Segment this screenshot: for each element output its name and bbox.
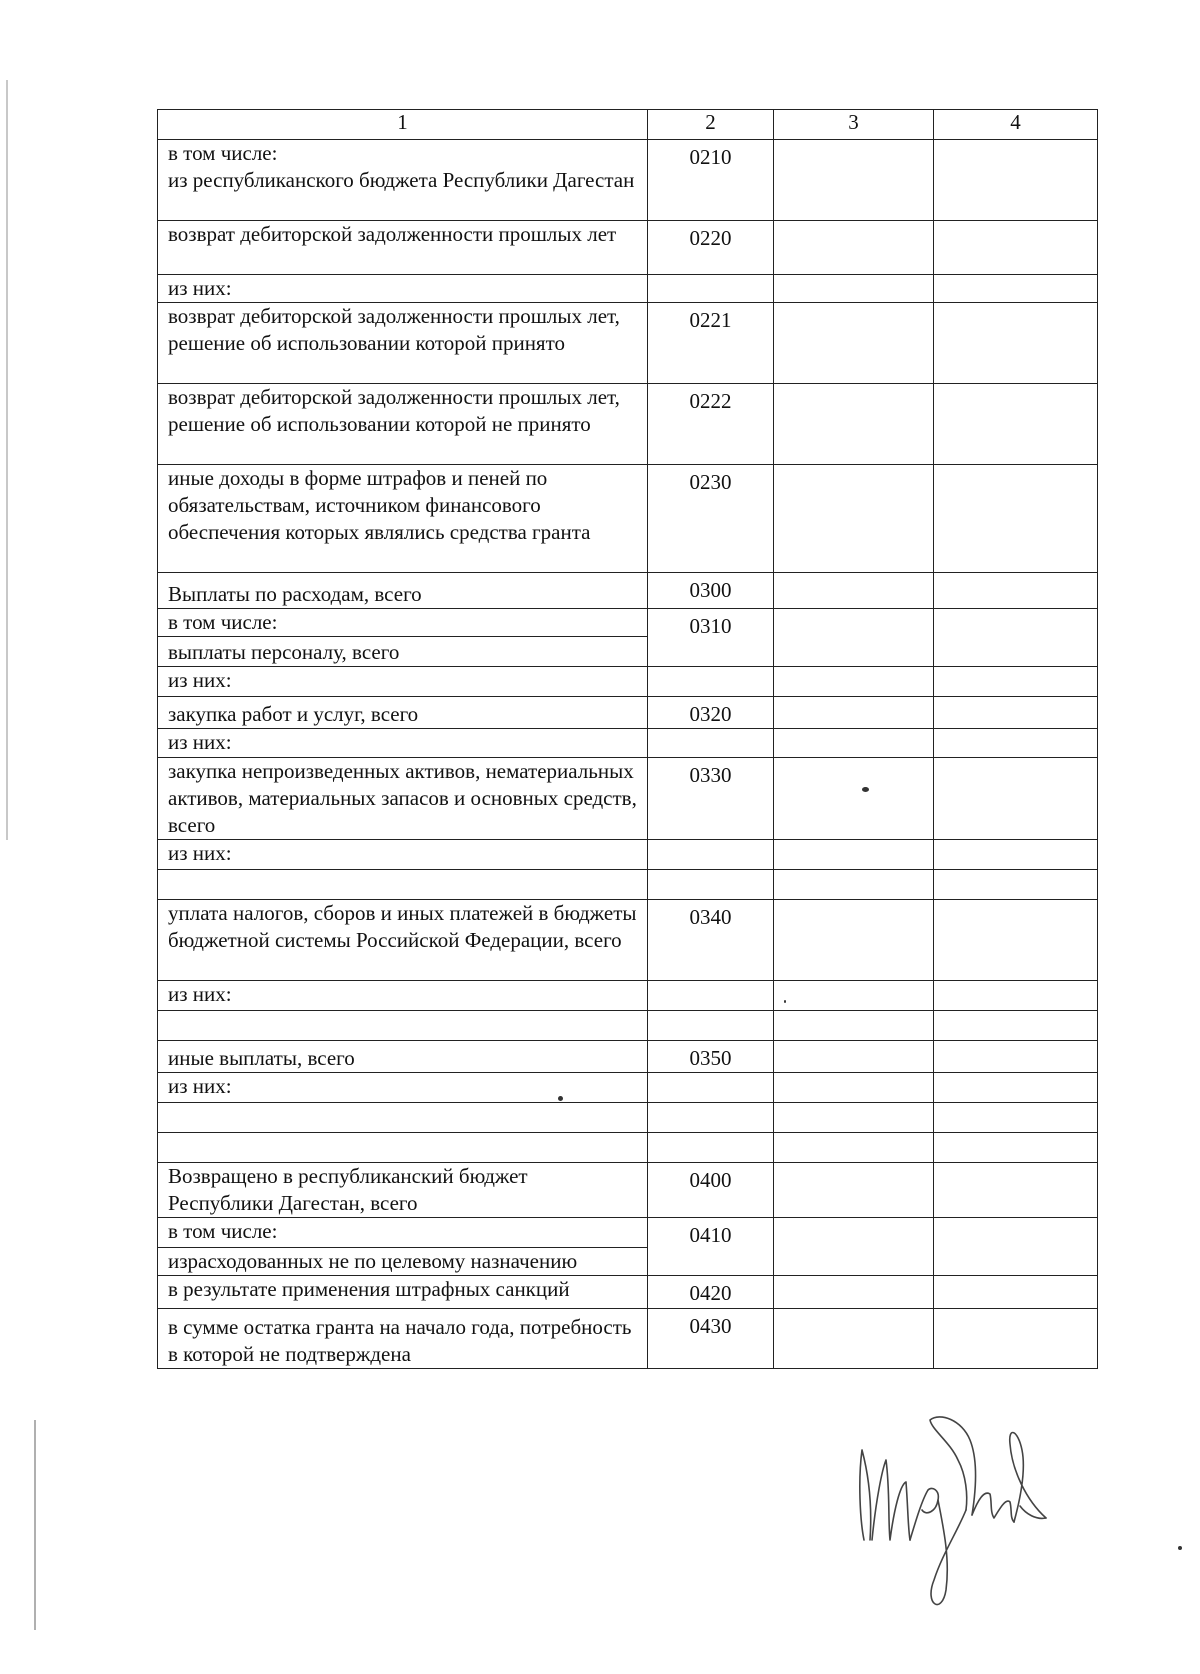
row-code: 0350 bbox=[648, 1041, 774, 1073]
value-cell-3 bbox=[774, 275, 934, 303]
value-cell-4 bbox=[934, 275, 1098, 303]
value-cell-4 bbox=[934, 1041, 1098, 1073]
row-code bbox=[648, 1133, 774, 1163]
row-code bbox=[648, 667, 774, 697]
row-label: в том числе: bbox=[158, 609, 648, 637]
value-cell-3 bbox=[774, 465, 934, 573]
scan-edge-shadow-lower bbox=[34, 1420, 36, 1630]
value-cell-4 bbox=[934, 573, 1098, 609]
value-cell-3 bbox=[774, 758, 934, 840]
row-label bbox=[158, 1011, 648, 1041]
value-cell-4 bbox=[934, 221, 1098, 275]
row-label: из них: bbox=[158, 1073, 648, 1103]
table-row bbox=[158, 1163, 1098, 1218]
row-label: Выплаты по расходам, всего bbox=[158, 573, 648, 609]
value-cell-3 bbox=[774, 384, 934, 465]
row-code bbox=[648, 981, 774, 1011]
row-label: из них: bbox=[158, 275, 648, 303]
value-cell-4 bbox=[934, 1011, 1098, 1041]
table-row bbox=[158, 1103, 1098, 1133]
value-cell-3 bbox=[774, 1163, 934, 1218]
row-label: из них: bbox=[158, 981, 648, 1011]
value-cell-3 bbox=[774, 1276, 934, 1309]
row-code: 0340 bbox=[648, 900, 774, 981]
value-cell-3 bbox=[774, 221, 934, 275]
row-label bbox=[158, 1133, 648, 1163]
value-cell-4 bbox=[934, 465, 1098, 573]
table-row bbox=[158, 1073, 1098, 1103]
row-code: 0220 bbox=[648, 221, 774, 275]
table-row bbox=[158, 1309, 1098, 1369]
row-code: 0330 bbox=[648, 758, 774, 840]
report-table bbox=[157, 109, 1098, 1369]
value-cell-3 bbox=[774, 1309, 934, 1369]
value-cell-4 bbox=[934, 900, 1098, 981]
table-row bbox=[158, 1041, 1098, 1073]
value-cell-4 bbox=[934, 1073, 1098, 1103]
row-code: 0221 bbox=[648, 303, 774, 384]
row-label: закупка непроизведенных активов, нематериальных активов, материальных запасов и основных средств, всего bbox=[158, 758, 648, 840]
row-code: 0230 bbox=[648, 465, 774, 573]
column-header-2: 2 bbox=[648, 110, 774, 140]
table-row bbox=[158, 1011, 1098, 1041]
row-label: иные выплаты, всего bbox=[158, 1041, 648, 1073]
row-code bbox=[648, 1073, 774, 1103]
table-row bbox=[158, 465, 1098, 573]
value-cell-3 bbox=[774, 870, 934, 900]
table-row bbox=[158, 221, 1098, 275]
value-cell-3 bbox=[774, 1073, 934, 1103]
table-row bbox=[158, 840, 1098, 870]
value-cell-3 bbox=[774, 1041, 934, 1073]
table-row bbox=[158, 697, 1098, 729]
value-cell-4 bbox=[934, 384, 1098, 465]
value-cell-3 bbox=[774, 667, 934, 697]
value-cell-3 bbox=[774, 1218, 934, 1276]
row-code bbox=[648, 729, 774, 758]
value-cell-3 bbox=[774, 697, 934, 729]
table-row bbox=[158, 1218, 1098, 1248]
table-row bbox=[158, 981, 1098, 1011]
value-cell-4 bbox=[934, 667, 1098, 697]
table-row bbox=[158, 900, 1098, 981]
row-label: Возвращено в республиканский бюджет Республики Дагестан, всего bbox=[158, 1163, 648, 1218]
column-header-4: 4 bbox=[934, 110, 1098, 140]
table-row bbox=[158, 275, 1098, 303]
value-cell-4 bbox=[934, 1276, 1098, 1309]
column-header-1: 1 bbox=[158, 110, 648, 140]
value-cell-4 bbox=[934, 870, 1098, 900]
table-row bbox=[158, 1276, 1098, 1309]
value-cell-4 bbox=[934, 1133, 1098, 1163]
row-code bbox=[648, 870, 774, 900]
value-cell-4 bbox=[934, 1103, 1098, 1133]
row-label: из них: bbox=[158, 840, 648, 870]
scan-edge-shadow bbox=[6, 80, 8, 840]
row-label bbox=[158, 1103, 648, 1133]
table-row bbox=[158, 758, 1098, 840]
scan-speck bbox=[1178, 1546, 1182, 1550]
value-cell-3 bbox=[774, 729, 934, 758]
value-cell-4 bbox=[934, 140, 1098, 221]
value-cell-4 bbox=[934, 1163, 1098, 1218]
row-code: 0222 bbox=[648, 384, 774, 465]
value-cell-4 bbox=[934, 981, 1098, 1011]
value-cell-4 bbox=[934, 840, 1098, 870]
value-cell-4 bbox=[934, 1309, 1098, 1369]
row-label bbox=[158, 140, 648, 221]
row-label: закупка работ и услуг, всего bbox=[158, 697, 648, 729]
value-cell-3 bbox=[774, 1011, 934, 1041]
table-row bbox=[158, 667, 1098, 697]
row-label: в сумме остатка гранта на начало года, потребность в которой не подтверждена bbox=[158, 1309, 648, 1369]
table-row bbox=[158, 573, 1098, 609]
row-label: в том числе: bbox=[158, 1218, 648, 1248]
table-row bbox=[158, 870, 1098, 900]
row-code: 0410 bbox=[648, 1218, 774, 1276]
value-cell-3 bbox=[774, 1133, 934, 1163]
row-label: из них: bbox=[158, 729, 648, 758]
value-cell-3 bbox=[774, 840, 934, 870]
row-label: выплаты персоналу, всего bbox=[158, 637, 648, 667]
scan-speck bbox=[784, 1000, 786, 1003]
value-cell-3 bbox=[774, 900, 934, 981]
row-code: 0210 bbox=[648, 140, 774, 221]
value-cell-3 bbox=[774, 609, 934, 667]
scan-speck bbox=[558, 1096, 563, 1101]
row-code bbox=[648, 1103, 774, 1133]
value-cell-4 bbox=[934, 758, 1098, 840]
column-header-3: 3 bbox=[774, 110, 934, 140]
value-cell-3 bbox=[774, 1103, 934, 1133]
table-row bbox=[158, 609, 1098, 637]
row-label bbox=[158, 870, 648, 900]
row-label: из них: bbox=[158, 667, 648, 697]
row-code: 0320 bbox=[648, 697, 774, 729]
table-row bbox=[158, 729, 1098, 758]
table-row bbox=[158, 1133, 1098, 1163]
table-row bbox=[158, 140, 1098, 221]
row-label: возврат дебиторской задолженности прошлых лет bbox=[158, 221, 648, 275]
table-row bbox=[158, 384, 1098, 465]
row-label: возврат дебиторской задолженности прошлых лет, решение об использовании которой принято bbox=[158, 303, 648, 384]
table-header-row bbox=[158, 110, 1098, 140]
row-label: возврат дебиторской задолженности прошлых лет, решение об использовании которой не принято bbox=[158, 384, 648, 465]
row-code: 0300 bbox=[648, 573, 774, 609]
table-row bbox=[158, 303, 1098, 384]
row-label: иные доходы в форме штрафов и пеней по обязательствам, источником финансового обеспечения которых являлись средства гранта bbox=[158, 465, 648, 573]
row-code: 0400 bbox=[648, 1163, 774, 1218]
value-cell-4 bbox=[934, 697, 1098, 729]
row-label: в результате применения штрафных санкций bbox=[158, 1276, 648, 1309]
value-cell-3 bbox=[774, 303, 934, 384]
row-code bbox=[648, 275, 774, 303]
value-cell-3 bbox=[774, 140, 934, 221]
value-cell-3 bbox=[774, 573, 934, 609]
row-code: 0420 bbox=[648, 1276, 774, 1309]
row-code: 0430 bbox=[648, 1309, 774, 1369]
row-label-text: в том числе: из республиканского бюджета Республики Дагестан bbox=[168, 141, 635, 192]
value-cell-4 bbox=[934, 303, 1098, 384]
row-code: 0310 bbox=[648, 609, 774, 667]
row-label: уплата налогов, сборов и иных платежей в бюджеты бюджетной системы Российской Федерации, всего bbox=[158, 900, 648, 981]
handwritten-signature bbox=[850, 1390, 1080, 1620]
row-code bbox=[648, 840, 774, 870]
row-code bbox=[648, 1011, 774, 1041]
row-label: израсходованных не по целевому назначению bbox=[158, 1248, 648, 1276]
value-cell-3 bbox=[774, 981, 934, 1011]
value-cell-4 bbox=[934, 1218, 1098, 1276]
value-cell-4 bbox=[934, 609, 1098, 667]
scan-speck bbox=[862, 787, 869, 792]
value-cell-4 bbox=[934, 729, 1098, 758]
